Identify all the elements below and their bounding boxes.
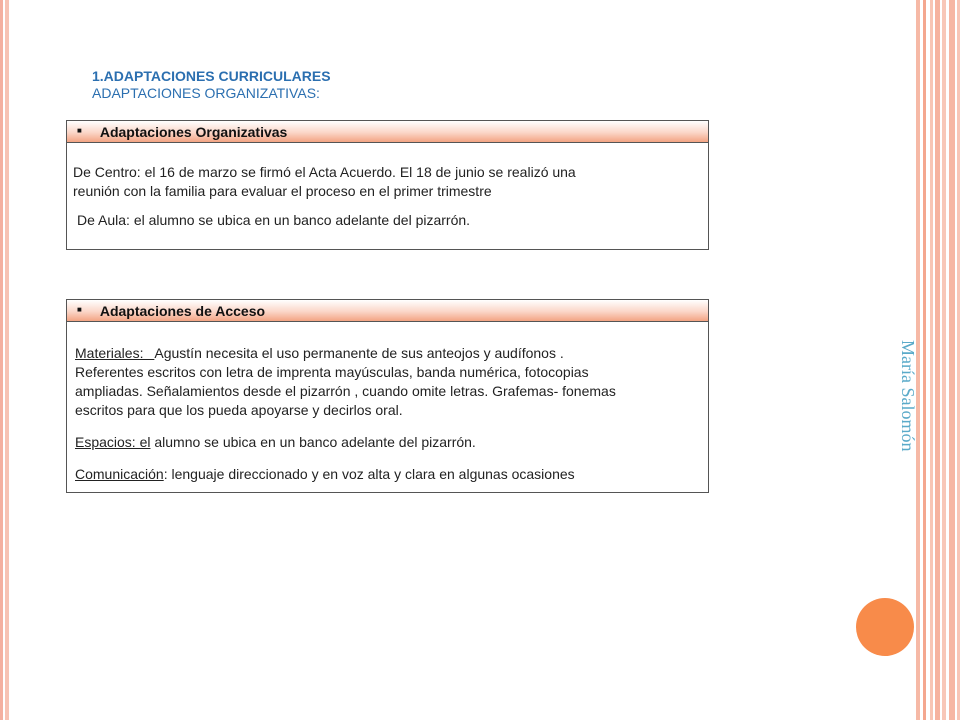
acceso-header (67, 300, 708, 322)
author-name: María Salomón (898, 340, 918, 452)
comunicacion-body: : lenguaje direccionado y en voz alta y clara en algunas ocasiones (163, 466, 575, 482)
acceso-table (66, 299, 709, 493)
materiales-line2: Referentes escritos con letra de imprenta mayúsculas, banda numérica, fotocopias (75, 364, 589, 380)
espacios-text (75, 433, 702, 452)
heading-title: 1.ADAPTACIONES CURRICULARES (92, 68, 331, 84)
organizativas-title: Adaptaciones Organizativas (99, 123, 288, 140)
materiales-line4: escritos para que los pueda apoyarse y decirlos oral. (75, 402, 403, 418)
acceso-body (67, 322, 708, 484)
orange-circle-decoration (856, 598, 914, 656)
de-centro-text (73, 163, 702, 201)
materiales-label: Materiales: (75, 345, 155, 361)
espacios-body: alumno se ubica en un banco adelante del pizarrón. (150, 434, 476, 450)
organizativas-body (67, 143, 708, 230)
espacios-label: Espacios: el (75, 434, 151, 450)
right-decorative-stripes (916, 0, 960, 720)
materiales-line1: Agustín necesita el uso permanente de sus anteojos y audífonos . (154, 345, 564, 361)
organizativas-header (67, 121, 708, 143)
left-decorative-border (0, 0, 9, 720)
comunicacion-label: Comunicación (75, 466, 164, 482)
de-centro-line2: reunión con la familia para evaluar el proceso en el primer trimestre (73, 183, 492, 199)
acceso-title: Adaptaciones de Acceso (99, 302, 266, 319)
materiales-line3: ampliadas. Señalamientos desde el pizarrón , cuando omite letras. Grafemas- fonemas (75, 383, 616, 399)
heading-subtitle: ADAPTACIONES ORGANIZATIVAS: (92, 85, 320, 101)
de-aula-text: De Aula: el alumno se ubica en un banco adelante del pizarrón. (77, 212, 471, 228)
materiales-text (75, 344, 702, 420)
slide-heading (92, 68, 331, 102)
comunicacion-text (75, 465, 702, 484)
organizativas-table (66, 120, 709, 250)
square-bullet-icon: ■ (77, 126, 82, 135)
square-bullet-icon: ■ (77, 305, 82, 314)
de-centro-line1: De Centro: el 16 de marzo se firmó el Acta Acuerdo. El 18 de junio se realizó una (73, 164, 576, 180)
